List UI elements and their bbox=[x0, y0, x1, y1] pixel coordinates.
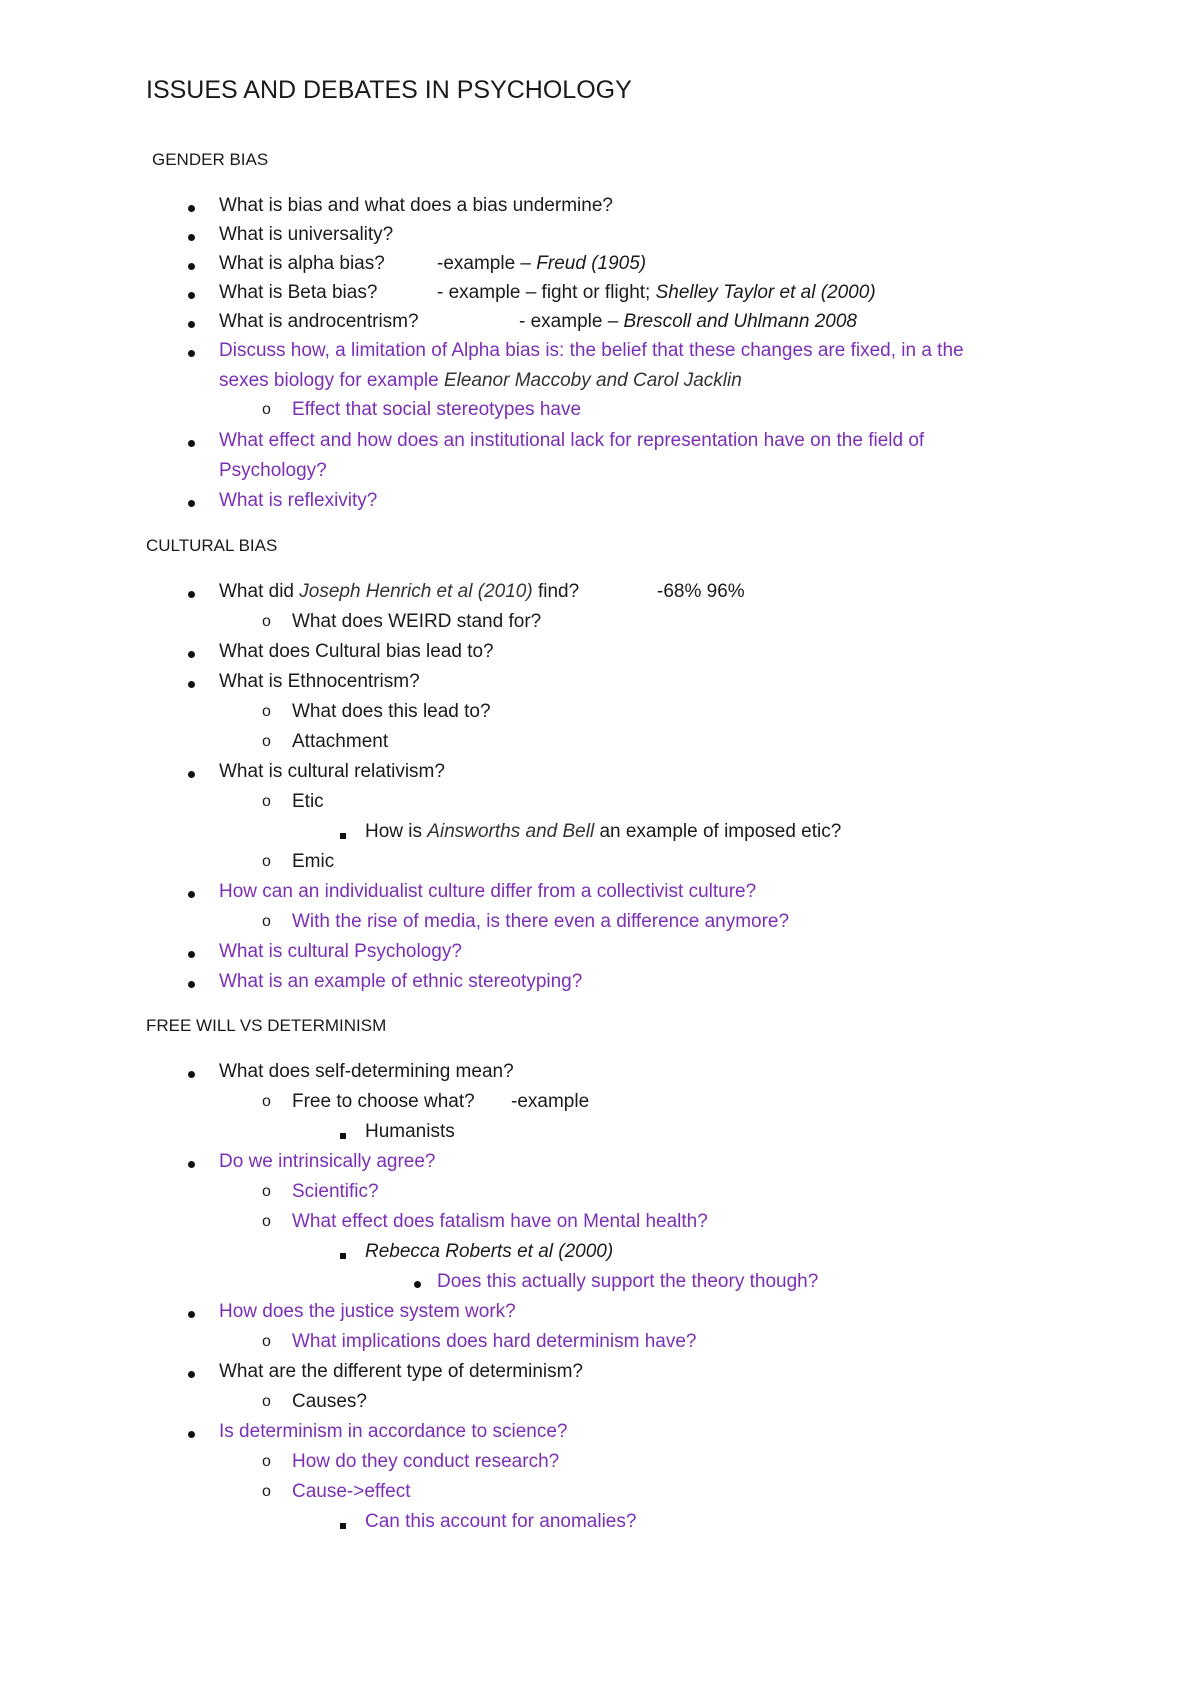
list-item: What does self-determining mean? bbox=[219, 1061, 514, 1082]
list-item: How can an individualist culture differ from a collectivist culture? bbox=[219, 881, 757, 902]
list-item-continuation: sexes biology for example Eleanor Maccoby and Carol Jacklin bbox=[219, 370, 742, 391]
section-heading-free-will: FREE WILL VS DETERMINISM bbox=[146, 1016, 387, 1035]
sub-sub-list-item: How is Ainsworths and Bell an example of imposed etic? bbox=[365, 821, 842, 842]
sub-sub-sub-list-item: Does this actually support the theory though? bbox=[437, 1271, 819, 1292]
sub-list-item: Free to choose what? bbox=[292, 1091, 475, 1112]
sub-list-item: Effect that social stereotypes have bbox=[292, 399, 582, 420]
list-item: What did Joseph Henrich et al (2010) find? bbox=[219, 581, 580, 602]
list-item: What is androcentrism? bbox=[219, 311, 419, 332]
sub-list-item: What does WEIRD stand for? bbox=[292, 611, 542, 632]
document-page: ISSUES AND DEBATES IN PSYCHOLOGY GENDER BIAS What is bias and what does a bias undermine? What is universality? What is alpha bias? -example – Freud (1905) What is Beta bias? - example – fight or flight; Shelley Taylor et al (2000) What is androcentrism? - example – Brescoll and Uhlmann 2008 Discuss how, a limitation of Alpha bias is: the belief that these changes are fixed, in a the sexes biology for example Eleanor Maccoby and Carol Jacklin o Effect that social stereotypes have What effect and how does an institutional lack for representation have on the field of Psychology? What is reflexivity? CULTURAL BIAS What did Joseph Henrich et al (2010) find? -68% 96% o What does WEIRD stand for? What does Cultural bias lead to? What is Ethnocentrism? o What does this lead to? o Attachment What is cultural relativism? o Etic How is Ainsworths and Bell an example of imposed etic? o Emic How can an individualist culture differ from a collectivist culture? o With the rise of media, is there even a difference anymore? What is cultural Psychology? What is an example of ethnic stereotyping? FREE WILL VS DETERMINISM What does self-determining mean? o Free to choose what? -example Humanists Do we intrinsically agree? o Scientific? o What effect does fatalism have on Mental health? Rebecca Roberts et al (2000) Does this actually support the theory though? How does the justice system work? o What implications does hard determinism have? What are the different type of determinism? o Causes? Is determinism in accordance to science? o How do they conduct research? o Cause->effect Can this account for anomalies? bbox=[0, 0, 1200, 1698]
list-item-example: -example – Freud (1905) bbox=[437, 253, 647, 274]
list-item: What is Beta bias? bbox=[219, 282, 378, 303]
sub-list-item-example: -example bbox=[511, 1091, 590, 1112]
list-item-stats: -68% 96% bbox=[657, 581, 745, 602]
list-item: What does Cultural bias lead to? bbox=[219, 641, 494, 662]
list-item: How does the justice system work? bbox=[219, 1301, 516, 1322]
list-item: What is bias and what does a bias undermine? bbox=[219, 195, 613, 216]
section-heading-cultural-bias: CULTURAL BIAS bbox=[146, 536, 278, 555]
sub-sub-list-item: Rebecca Roberts et al (2000) bbox=[365, 1241, 614, 1262]
list-item: Is determinism in accordance to science? bbox=[219, 1421, 568, 1442]
list-item: What is universality? bbox=[219, 224, 394, 245]
list-item: What is cultural relativism? bbox=[219, 761, 445, 782]
sub-list-item: Cause->effect bbox=[292, 1481, 411, 1502]
list-item: What is cultural Psychology? bbox=[219, 941, 462, 962]
list-item: What is Ethnocentrism? bbox=[219, 671, 420, 692]
list-item: Discuss how, a limitation of Alpha bias is: the belief that these changes are fixed, in a the bbox=[219, 340, 964, 361]
sub-list-item: How do they conduct research? bbox=[292, 1451, 560, 1472]
list-item-example: - example – fight or flight; Shelley Taylor et al (2000) bbox=[437, 282, 876, 303]
section-heading-gender-bias: GENDER BIAS bbox=[152, 150, 269, 169]
list-item-example: - example – Brescoll and Uhlmann 2008 bbox=[519, 311, 857, 332]
sub-list-item: Attachment bbox=[292, 731, 389, 752]
sub-list-item: With the rise of media, is there even a difference anymore? bbox=[292, 911, 790, 932]
list-item: What is an example of ethnic stereotyping? bbox=[219, 971, 583, 992]
sub-list-item: Emic bbox=[292, 851, 335, 872]
list-item: What effect and how does an institutional lack for representation have on the field of bbox=[219, 430, 925, 451]
list-item: What is reflexivity? bbox=[219, 490, 378, 511]
sub-list-item: Scientific? bbox=[292, 1181, 379, 1202]
sub-sub-list-item: Can this account for anomalies? bbox=[365, 1511, 637, 1532]
list-item: Do we intrinsically agree? bbox=[219, 1151, 436, 1172]
sub-list-item: Causes? bbox=[292, 1391, 367, 1412]
list-item: What are the different type of determinism? bbox=[219, 1361, 583, 1382]
list-item: What is alpha bias? bbox=[219, 253, 385, 274]
sub-list-item: What does this lead to? bbox=[292, 701, 491, 722]
sub-list-item: Etic bbox=[292, 791, 324, 812]
sub-list-item: What implications does hard determinism have? bbox=[292, 1331, 697, 1352]
sub-sub-list-item: Humanists bbox=[365, 1121, 455, 1142]
page-title: ISSUES AND DEBATES IN PSYCHOLOGY bbox=[146, 76, 632, 104]
list-item-continuation: Psychology? bbox=[219, 460, 327, 481]
sub-list-item: What effect does fatalism have on Mental health? bbox=[292, 1211, 708, 1232]
